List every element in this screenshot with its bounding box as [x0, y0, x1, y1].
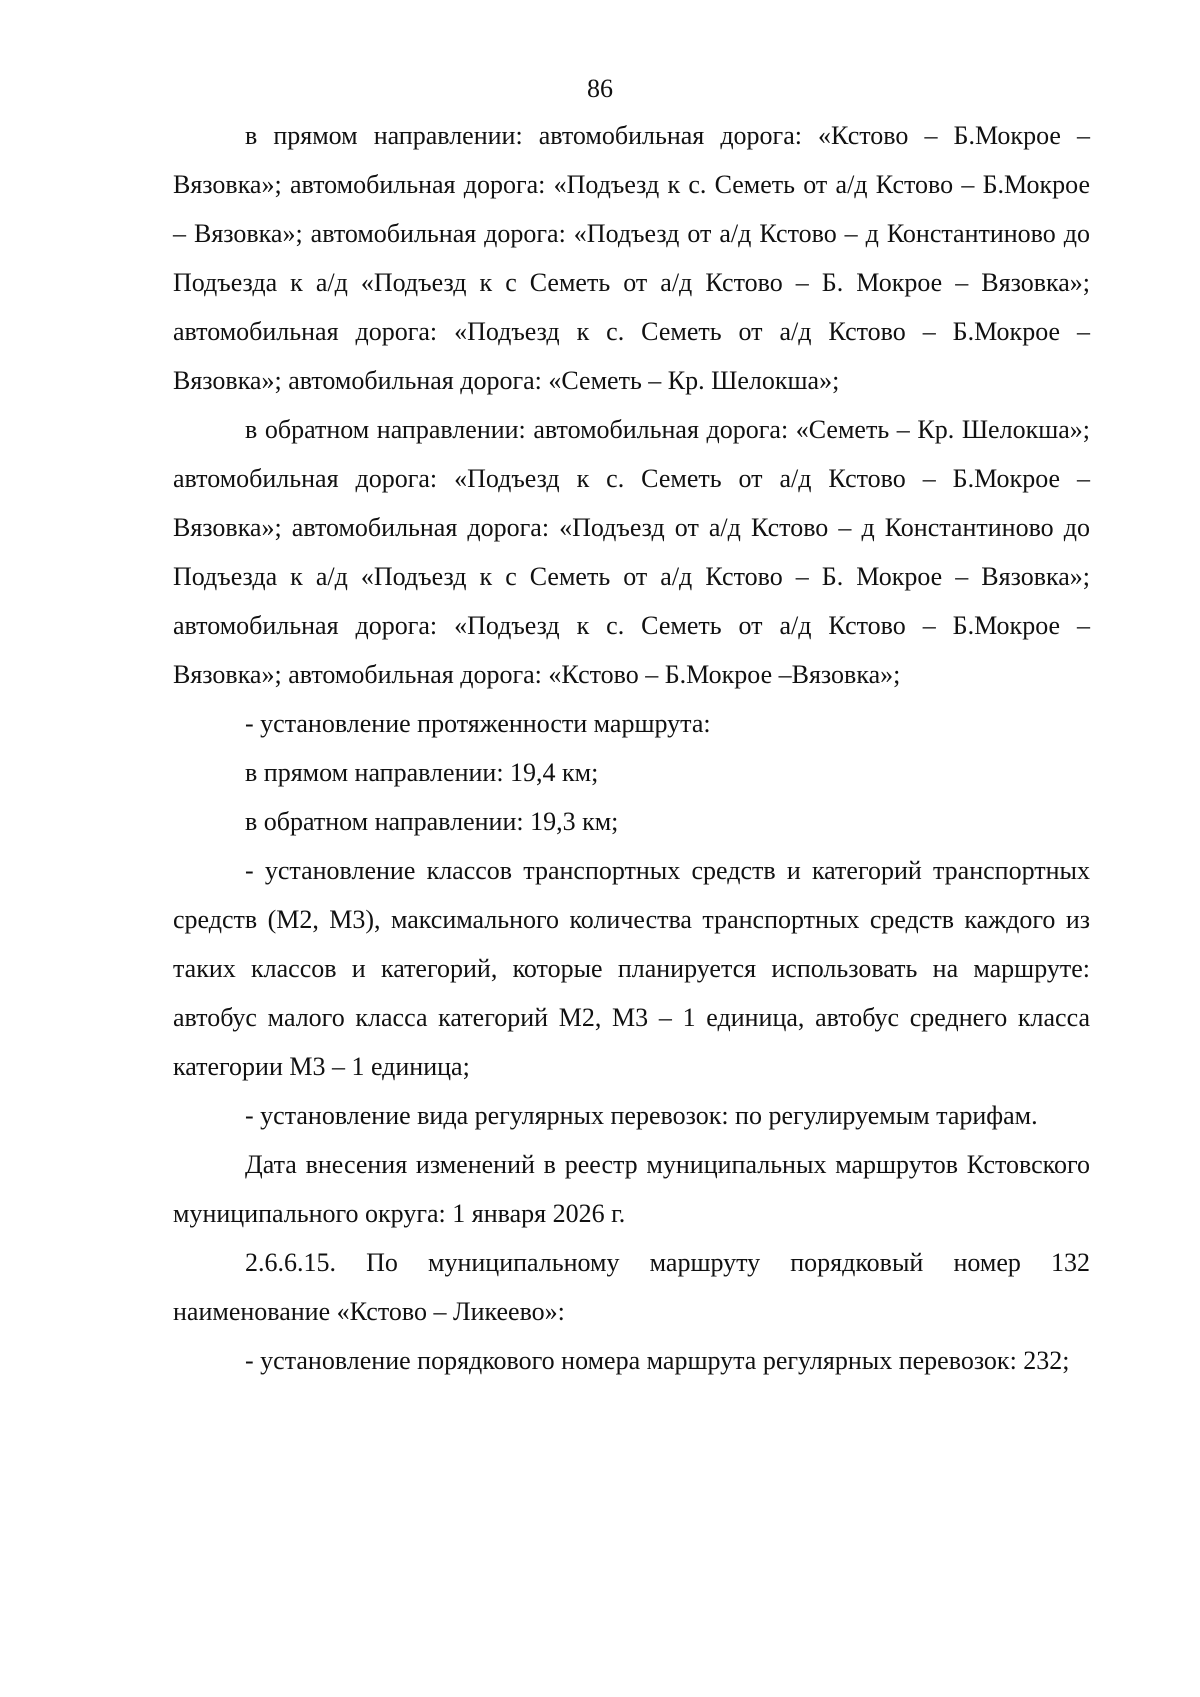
- paragraph-registry-date: Дата внесения изменений в реестр муниципальных маршрутов Кстовского муниципального округа: 1 января 2026 г.: [173, 1150, 1090, 1228]
- paragraph-reverse-route: в обратном направлении: автомобильная дорога: «Семеть – Кр. Шелокша»; автомобильная дорога: «Подъезд к с. Семеть от а/д Кстово – Б.Мокрое – Вязовка»; автомобильная дорога: «Подъезд от а/д Кстово – д Константиново до Подъезда к а/д «Подъезд к с Семеть от а/д Кстово – Б. Мокрое – Вязовка»; автомобильная дорога: «Подъезд к с. Семеть от а/д Кстово – Б.Мокрое – Вязовка»; автомобильная дорога: «Кстово – Б.Мокрое –Вязовка»;: [173, 415, 1090, 689]
- page-number: 86: [587, 74, 613, 103]
- paragraph-forward-length: в прямом направлении: 19,4 км;: [245, 758, 599, 787]
- paragraph-vehicle-classes: - установление классов транспортных средств и категорий транспортных средств (М2, М3), максимального количества транспортных средств каждого из таких классов и категорий, которые планируется использовать на маршруте: автобус малого класса категорий М2, М3 – 1 единица, автобус среднего класса категории М3 – 1 единица;: [173, 856, 1090, 1081]
- paragraph-section-2-6-6-15: 2.6.6.15. По муниципальному маршруту порядковый номер 132 наименование «Кстово – Ликеево»:: [173, 1248, 1090, 1326]
- paragraph-transport-type: - установление вида регулярных перевозок: по регулируемым тарифам.: [245, 1101, 1038, 1130]
- paragraph-reverse-length: в обратном направлении: 19,3 км;: [245, 807, 619, 836]
- paragraph-forward-route: в прямом направлении: автомобильная дорога: «Кстово – Б.Мокрое –Вязовка»; автомобильная дорога: «Подъезд к с. Семеть от а/д Кстово – Б.Мокрое – Вязовка»; автомобильная дорога: «Подъезд от а/д Кстово – д Константиново до Подъезда к а/д «Подъезд к с Семеть от а/д Кстово – Б. Мокрое – Вязовка»; автомобильная дорога: «Подъезд к с. Семеть от а/д Кстово – Б.Мокрое – Вязовка»; автомобильная дорога: «Семеть – Кр. Шелокша»;: [173, 121, 1090, 395]
- paragraph-route-number: - установление порядкового номера маршрута регулярных перевозок: 232;: [245, 1346, 1070, 1375]
- document-body: [173, 111, 1090, 1385]
- paragraph-route-length-heading: - установление протяженности маршрута:: [245, 709, 711, 738]
